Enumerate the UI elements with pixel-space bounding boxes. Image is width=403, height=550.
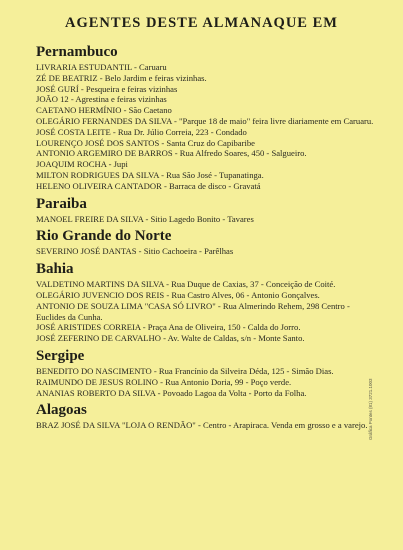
agent-entry: MILTON RODRIGUES DA SILVA - Rua São José - Tupanatinga. <box>36 169 264 180</box>
agent-entry: JOSÉ ARISTIDES CORREIA - Praça Ana de Oliveira, 150 - Calda do Jorro. <box>36 322 301 333</box>
agent-entry: RAIMUNDO DE JESUS ROLINO - Rua Antonio Doria, 99 - Poço verde. <box>36 376 292 387</box>
agent-entry: ZÉ DE BEATRIZ - Belo Jardim e feiras vizinhas. <box>36 72 207 83</box>
page-title: AGENTES DESTE ALMANAQUE EM <box>65 15 338 31</box>
agent-entry: CAETANO HERMÍNIO - São Caetano <box>36 105 172 116</box>
agent-entry: VALDETINO MARTINS DA SILVA - Rua Duque de Caxias, 37 - Conceição de Coité. <box>36 279 336 290</box>
section-bahia <box>36 261 380 344</box>
section-title: Rio Grande do Norte <box>36 228 172 245</box>
agent-entry: OLEGÁRIO JUVENCIO DOS REIS - Rua Castro Alves, 06 - Antonio Gonçalves. <box>36 289 320 300</box>
section-sergipe <box>36 348 380 398</box>
agents-list <box>36 40 380 434</box>
section-alagoas <box>36 402 380 431</box>
section-pernambuco <box>36 44 380 192</box>
agent-entry: OLEGÁRIO FERNANDES DA SILVA - "Parque 18 de maio" feira livre diariamente em Caruaru. <box>36 115 374 126</box>
agent-entry: BENEDITO DO NASCIMENTO - Rua Francínio da Silveira Déda, 125 - Simão Dias. <box>36 365 334 376</box>
section-title: Sergipe <box>36 347 85 364</box>
agent-entry: JOSÉ COSTA LEITE - Rua Dr. Júlio Correia, 223 - Condado <box>36 126 247 137</box>
agent-entry: JOAQUIM ROCHA - Jupi <box>36 159 128 170</box>
agent-entry: LIVRARIA ESTUDANTIL - Caruaru <box>36 62 167 72</box>
section-paraiba <box>36 196 380 225</box>
agent-entry: MANOEL FREIRE DA SILVA - Sitio Lagedo Bonito - Tavares <box>36 213 254 224</box>
agent-entry: BRAZ JOSÉ DA SILVA "LOJA O RENDÃO" - Centro - Arapiraca. Venda em grosso e a varejo. <box>36 420 368 431</box>
agent-entry: ANANIAS ROBERTO DA SILVA - Povoado Lagoa da Volta - Porto da Folha. <box>36 387 307 398</box>
agent-entry: JOSÉ GURÍ - Pesqueira e feiras vizinhas <box>36 83 178 94</box>
agent-entry: JOÃO 12 - Agrestina e feiras vizinhas <box>36 94 167 105</box>
agent-entry: SEVERINO JOSÉ DANTAS - Sitio Cachoeira - Parêlhas <box>36 246 234 257</box>
section-title: Bahia <box>36 261 74 278</box>
section-title: Alagoas <box>36 402 87 419</box>
section-rio-grande-do-norte <box>36 228 380 257</box>
agent-entry: ANTONIO DE SOUZA LIMA "CASA SÓ LIVRO" - Rua Almerindo Rehem, 298 Centro - Euclides da Cunha. <box>36 300 350 322</box>
agent-entry: JOSÉ ZEFERINO DE CARVALHO - Av. Walte de Caldas, s/n - Monte Santo. <box>36 333 305 344</box>
section-title: Pernambuco <box>36 44 118 60</box>
printer-credit: Gráfica Pontes (81) 3721.1003 <box>368 378 373 440</box>
agent-entry: ANTONIO ARGEMIRO DE BARROS - Rua Alfredo Soares, 450 - Salgueiro. <box>36 148 307 159</box>
agent-entry: HELENO OLIVEIRA CANTADOR - Barraca de disco - Gravatá <box>36 180 261 191</box>
agent-entry: LOURENÇO JOSÉ DOS SANTOS - Santa Cruz do Capibaribe <box>36 137 255 148</box>
section-title: Paraiba <box>36 195 87 212</box>
